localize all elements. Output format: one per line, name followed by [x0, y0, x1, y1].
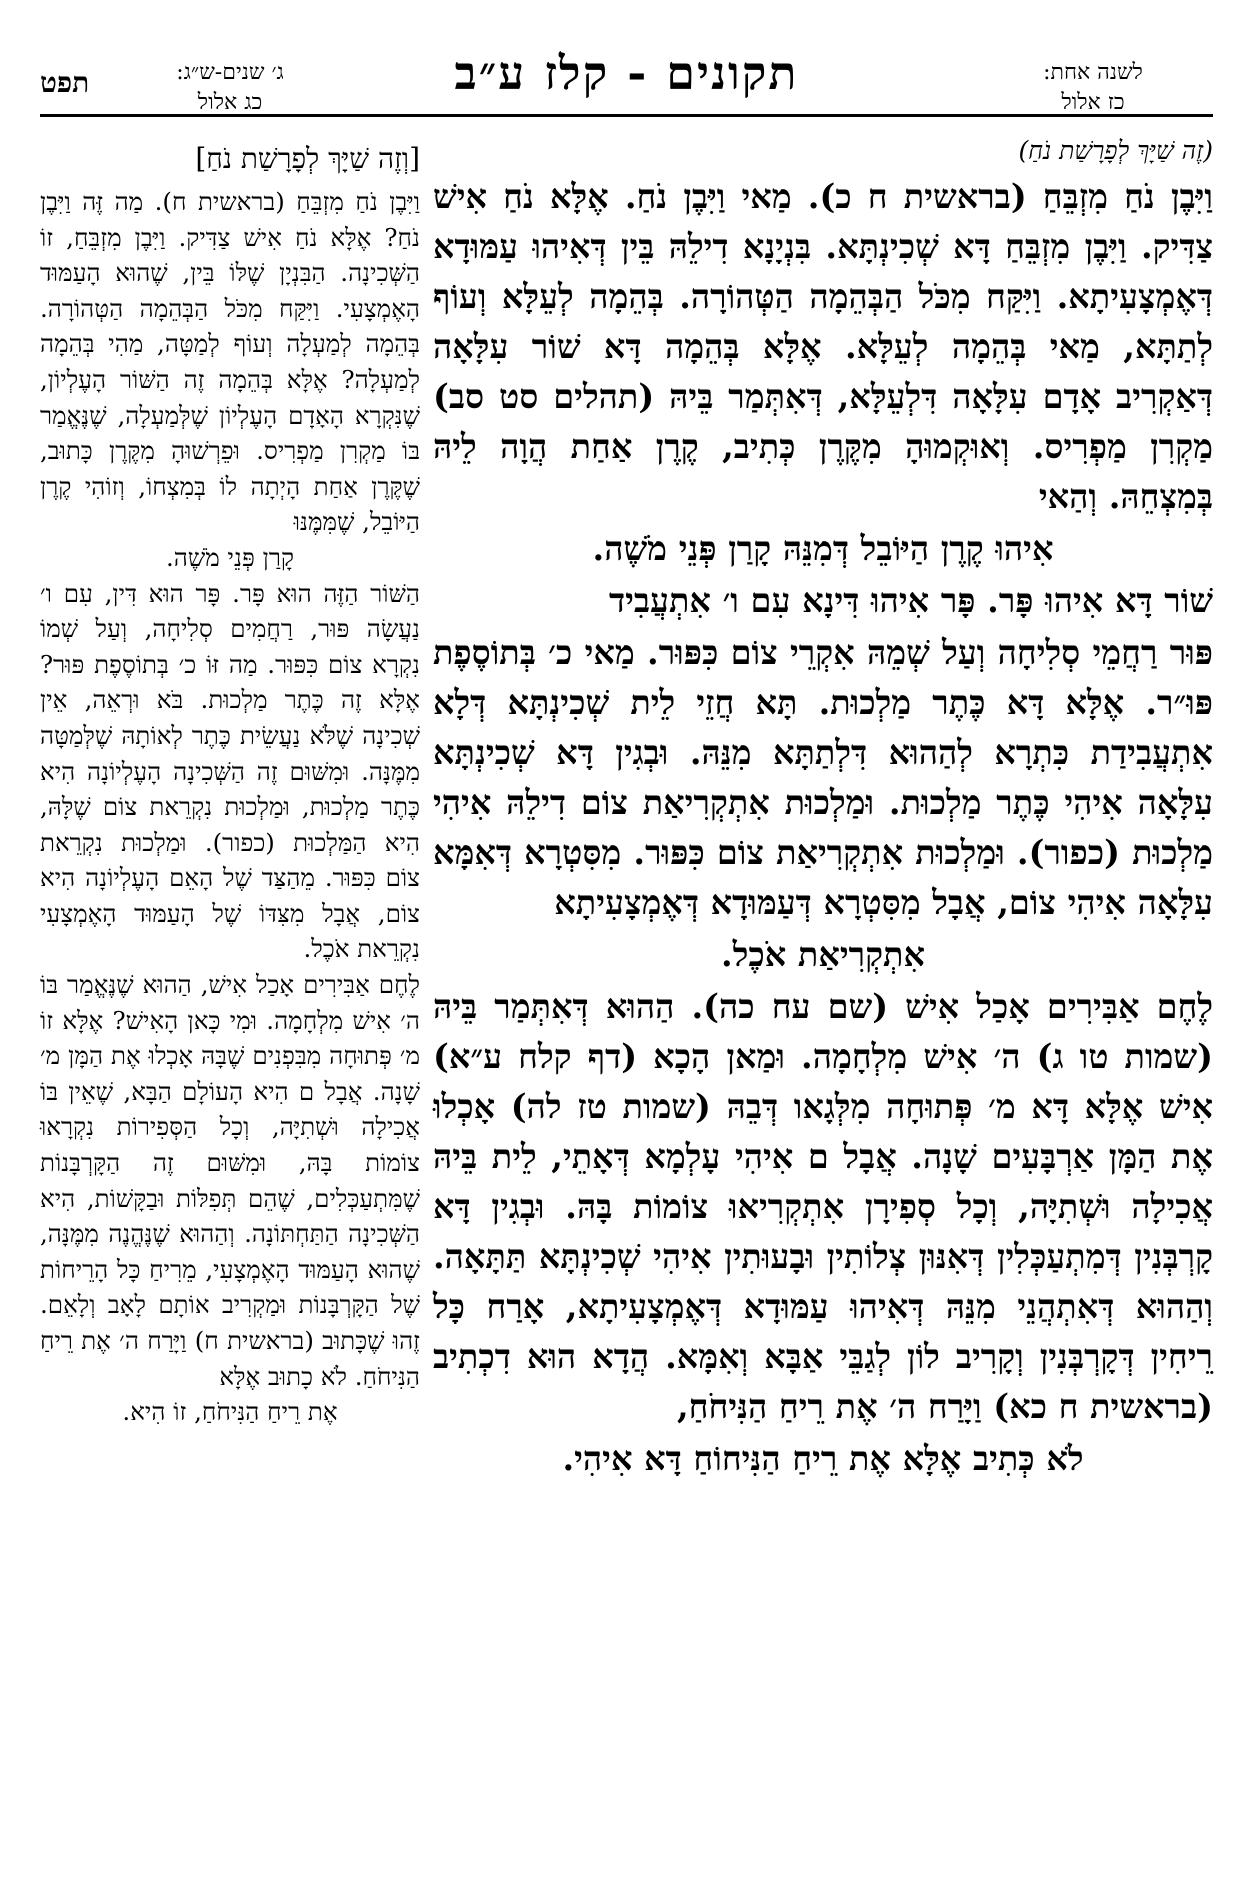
header-divider [40, 114, 1213, 117]
header-left-line2: כג אלול [197, 90, 263, 115]
side-paragraph-4: לֶחֶם אַבִּירִים אָכַל אִישׁ, הַהוּא שֶׁנֶּאֱמַר בּוֹ ה׳ אִישׁ מִלְחָמָה. וּמִי כָּאן הָאִישׁ? אֶלָּא זוֹ מ׳ פְּתוּחָה מִבִּפְנִים שֶׁבָּהּ אָכְלוּ אֶת הַמָּן מ׳ שָׁנָה. אֲבָל ם הִיא הָעוֹלָם הַבָּא, שֶׁאֵין בּוֹ אֲכִילָה וּשְׁתִיָּה, וְכָל הַסְּפִירוֹת נִקְרָאוּ צוֹמוֹת בָּהּ, וּמִשּׁוּם זֶה הַקָּרְבָּנוֹת שֶׁמִּתְעַכְּלִים, שֶׁהֵם תְּפִלּוֹת וּבַקָּשׁוֹת, הִיא הַשְּׁכִינָה הַתַּחְתּוֹנָה. וְהַהוּא שֶׁנֶּהֱנֶה מִמֶּנָּה, שֶׁהוּא הָעַמּוּד הָאֶמְצָעִי, מֵרִיחַ כָּל הָרֵיחוֹת שֶׁל הַקָּרְבָּנוֹת וּמַקְרִיב אוֹתָם לָאָב וְלָאֵם. זֶהוּ שֶׁכָּתוּב (בראשית ח) וַיָּרַח ה׳ אֶת רֵיחַ הַנִּיחֹחַ. לֹא כָתוּב אֶלָּא [40, 970, 420, 1391]
main-text-column [433, 128, 1213, 1486]
main-paragraph-1: וַיִּבֶן נֹחַ מִזְבֵּחַ (בראשית ח כ). מַאי וַיִּבֶן נֹחַ. אֶלָּא נֹחַ אִישׁ צַדִּיק. וַיִּבֶן מִזְבֵּחַ דָּא שְׁכִינְתָּא. בִּנְיָנָא דִילֵהּ בֵּין דְּאִיהוּ עַמּוּדָא דְּאֶמְצָעִיתָא. וַיִּקַּח מִכֹּל הַבְּהֵמָה הַטְּהוֹרָה. בְּהֵמָה לְעֵלָּא וְעוֹף לְתַתָּא, מַאי בְּהֵמָה לְעֵלָּא. אֶלָּא בְּהֵמָה דָּא שׁוֹר עִלָּאָה דְּאַקְרִיב אָדָם עִלָּאָה דִּלְעֵלָּא, דְּאִתְּמַר בֵּיהּ (תהלים סט סב) מַקְרִן מַפְרִיס. וְאוּקְמוּהָ מִקֶּרֶן כְּתִיב, קֶרֶן אַחַת הֲוָה לֵיהּ בְּמִצְחֵהּ. וְהַאי [433, 177, 1213, 516]
main-heading: (זֶה שַׁיָּךְ לְפָרָשַׁת נֹחַ) [1018, 136, 1213, 165]
header-left-line1: ג׳ שנים-ש״ג: [176, 60, 284, 85]
main-paragraph-7: לֹא כְּתִיב אֶלָּא אֶת רֵיחַ הַנִּיחוֹחַ דָּא אִיהִי. [562, 1439, 1084, 1478]
page-title: תקונים - קלז ע״ב [454, 46, 799, 100]
main-paragraph-2: אִיהוּ קֶרֶן הַיּוֹבֵל דְּמִנֵּהּ קָרַן פְּנֵי מֹשֶׁה. [592, 529, 1054, 568]
side-heading: [וְזֶה שַׁיָּךְ לְפָרָשַׁת נֹחַ] [195, 142, 420, 175]
side-paragraph-5: אֶת רֵיחַ הַנִּיחֹחַ, זוֹ הִיא. [122, 1397, 338, 1427]
page-number: תפט [40, 66, 90, 99]
main-paragraph-6: לֶחֶם אַבִּירִים אָכַל אִישׁ (שם עח כה). הַהוּא דְּאִתְּמַר בֵּיהּ (שמות טו ג) ה׳ אִישׁ מִלְחָמָה. וּמַאן הָכָא (דף קלח ע״א) אִישׁ אֶלָּא דָּא מ׳ פְּתוּחָה מִלְּגָאו דְּבֵהּ (שמות טז לה) אָכְלוּ אֶת הַמָּן אַרְבָּעִים שָׁנָה. אֲבָל ם אִיהִי עָלְמָא דְּאָתֵי, לֵית בֵּיהּ אֲכִילָה וּשְׁתִיָּה, וְכָל סְפִירָן אִתְקְרִיאוּ צוֹמוֹת בָּהּ. וּבְגִין דָּא קָרְבְּנִין דְּמִתְעַכְּלִין דְּאִנּוּן צְלוֹתִין וּבָעוּתִין אִיהִי שְׁכִינְתָּא תַּתָּאָה. וְהַהוּא דְּאִתְהֲנֵי מִנֵּהּ דְּאִיהוּ עַמּוּדָא דְּאֶמְצָעִיתָא, אָרַח כָּל רֵיחִין דְּקָרְבְּנִין וְקָרִיב לוֹן לְגַבֵּי אַבָּא וְאִמָּא. הֲדָא הוּא דִכְתִיב (בראשית ח כא) וַיָּרַח ה׳ אֶת רֵיחַ הַנִּיחֹחַ, [433, 987, 1213, 1426]
side-paragraph-1: וַיִּבֶן נֹחַ מִזְבֵּחַ (בראשית ח). מַה זֶּה וַיִּבֶן נֹחַ? אֶלָּא נֹחַ אִישׁ צַדִּיק. וַיִּבֶן מִזְבֵּחַ, זוֹ הַשְּׁכִינָה. הַבִּנְיָן שֶׁלּוֹ בֵּין, שֶׁהוּא הָעַמּוּד הָאֶמְצָעִי. וַיִּקַּח מִכֹּל הַבְּהֵמָה הַטְּהוֹרָה. בְּהֵמָה לְמַעְלָה וְעוֹף לְמַטָּה, מַהִי בְּהֵמָה לְמַעְלָה? אֶלָּא בְּהֵמָה זֶה הַשּׁוֹר הָעֶלְיוֹן, שֶׁנִּקְרָא הָאָדָם הָעֶלְיוֹן שֶׁלְּמַעְלָה, שֶׁנֶּאֱמַר בּוֹ מַקְרִן מַפְרִיס. וּפֵרְשׁוּהָ מִקֶּרֶן כָּתוּב, שֶׁקֶּרֶן אַחַת הָיְתָה לוֹ בְּמִצְחוֹ, וְזוֹהִי קֶרֶן הַיּוֹבֵל, שֶׁמִּמֶּנּוּ [40, 187, 420, 537]
main-paragraph-3: שׁוֹר דָּא אִיהוּ פָּר. פָּר אִיהוּ דִּינָא עִם ו׳ אִתְעֲבִיד [608, 581, 1213, 620]
side-paragraph-3: הַשּׁוֹר הַזֶּה הוּא פָּר. פָּר הוּא דִּין, עִם ו׳ נַעֲשָׂה פּוּר, רַחֲמִים סְלִיחָה, וְעַל שְׁמוֹ נִקְרָא צוֹם כִּפּוּר. מַה זּוֹ כ׳ בְּתוֹסֶפֶת פּוּר? אֶלָּא זֶה כֶּתֶר מַלְכוּת. בֹּא וּרְאֵה, אֵין שְׁכִינָה שֶׁלֹּא נַעֲשֵׂית כֶּתֶר לְאוֹתָהּ שֶׁלְּמַטָּה מִמֶּנָּה. וּמִשּׁוּם זֶה הַשְּׁכִינָה הָעֶלְיוֹנָה הִיא כֶּתֶר מַלְכוּת, וּמַלְכוּת נִקְרֵאת צוֹם שֶׁלָּהּ, הִיא הַמַּלְכוּת (כפור). וּמַלְכוּת נִקְרֵאת צוֹם כִּפּוּר. מֵהַצַּד שֶׁל הָאֵם הָעֶלְיוֹנָה הִיא צוֹם, אֲבָל מִצִּדּוֹ שֶׁל הָעַמּוּד הָאֶמְצָעִי נִקְרֵאת אֹכֶל. [40, 578, 420, 964]
side-paragraph-2: קָרַן פְּנֵי מֹשֶׁה. [166, 542, 294, 572]
translation-column [40, 142, 420, 1430]
header-left-date [120, 58, 340, 118]
page-header [40, 40, 1213, 114]
header-right-line1: לשנה אחת: [1043, 60, 1143, 85]
main-paragraph-5: אִתְקְרִיאַת אֹכֶל. [721, 935, 925, 974]
header-right-line2: כז אלול [1061, 90, 1125, 115]
main-paragraph-4: פּוּר רַחֲמֵי סְלִיחָה וְעַל שְׁמֵהּ אִקְרֵי צוֹם כִּפּוּר. מַאי כ׳ בְּתוֹסֶפֶת פּוּ״ר. אֶלָּא דָּא כֶּתֶר מַלְכוּת. תָּא חֲזֵי לֵית שְׁכִינְתָּא דְּלָא אִתְעֲבִידַת כִּתְרָא לְהַהוּא דִּלְתַתָּא מִנֵּהּ. וּבְגִין דָּא שְׁכִינְתָּא עִלָּאָה אִיהִי כֶּתֶר מַלְכוּת. וּמַלְכוּת אִתְקְרִיאַת צוֹם דִילֵהּ אִיהִי מַלְכוּת (כפור). וּמַלְכוּת אִתְקְרִיאַת צוֹם כִּפּוּר. מִסִּטְרָא דְּאִמָּא עִלָּאָה אִיהִי צוֹם, אֲבָל מִסִּטְרָא דְּעַמּוּדָא דְּאֶמְצָעִיתָא [433, 633, 1213, 922]
